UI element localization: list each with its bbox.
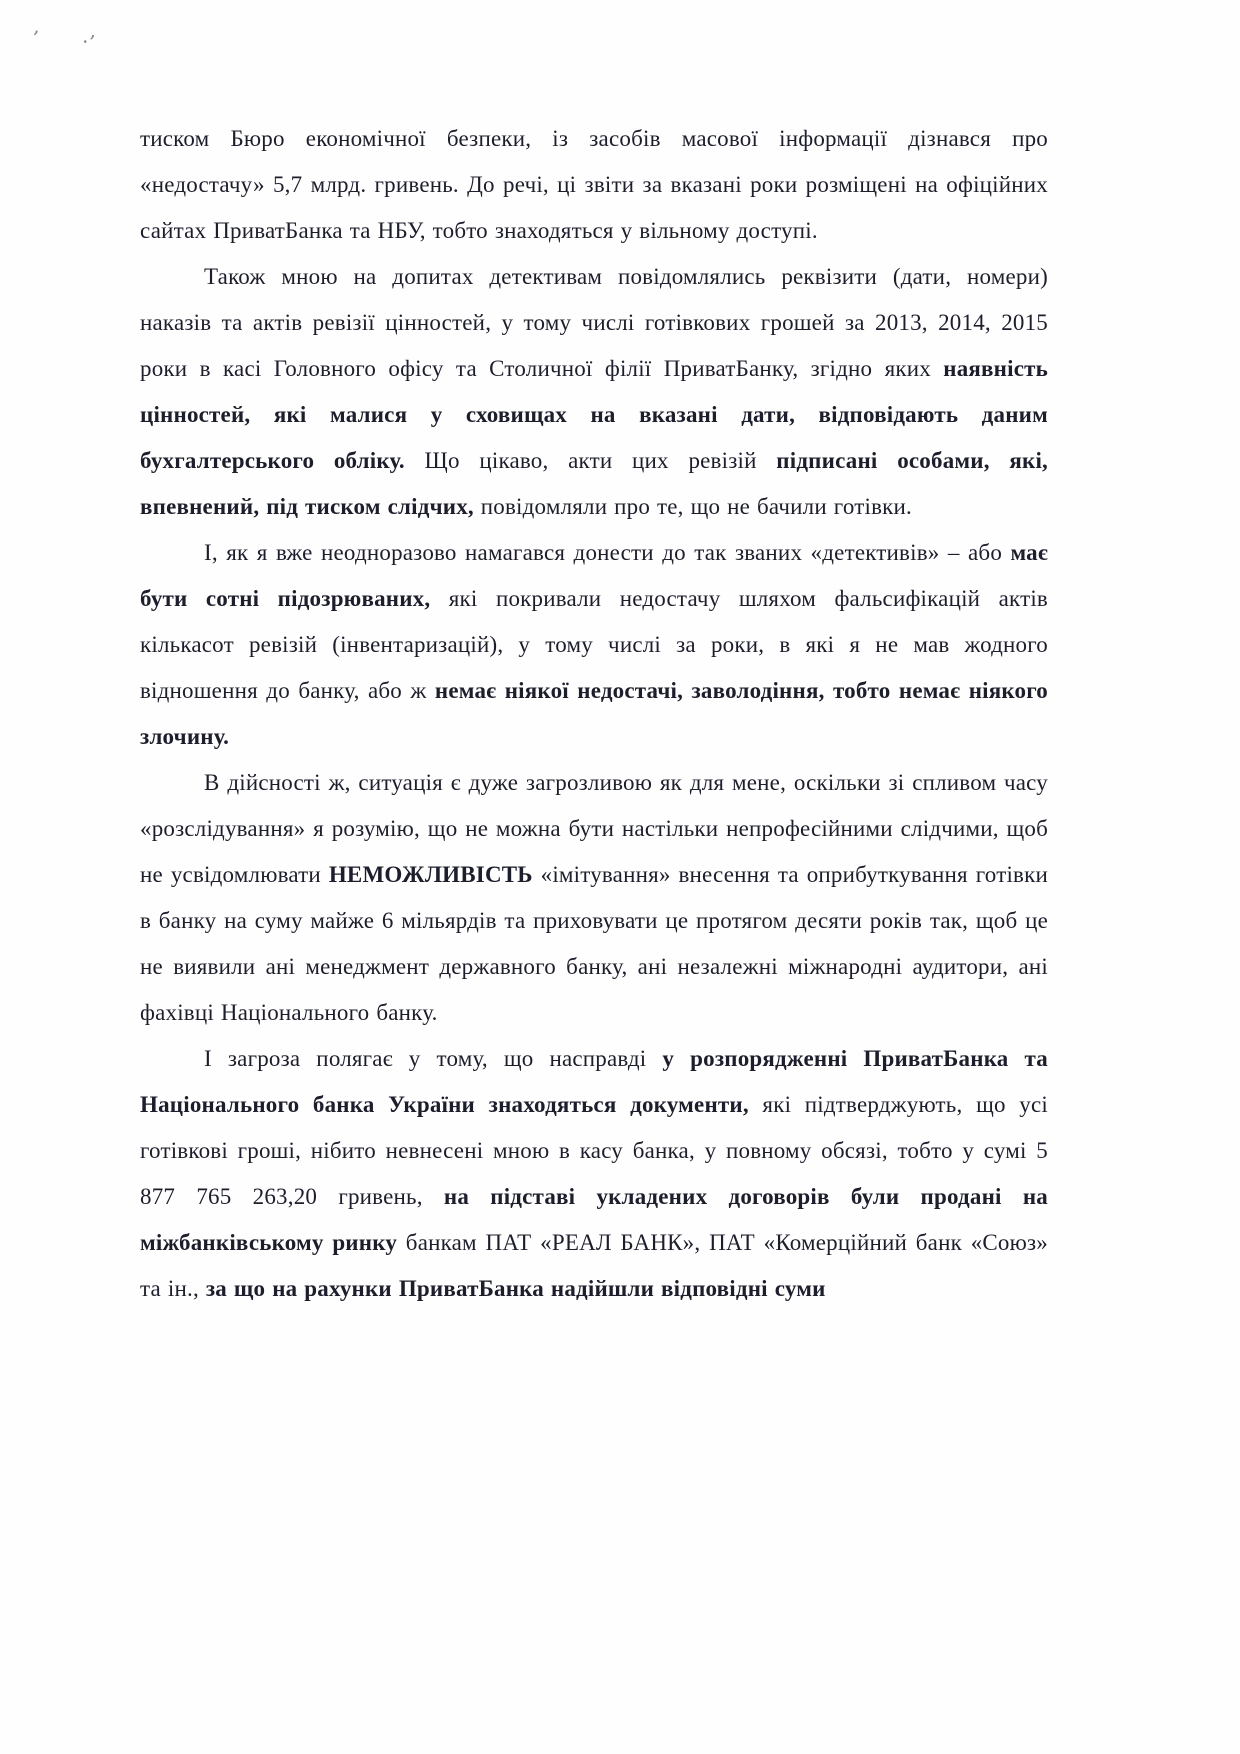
- text-run: І загроза полягає у тому, що насправді: [204, 1046, 663, 1071]
- text-run-bold: підписані особами, які, впевнений, під тиском слідчих,: [140, 448, 1049, 519]
- text-run-bold: у розпорядженні ПриватБанка та Національного банка України знаходяться документи,: [140, 1046, 1048, 1117]
- text-run-bold: на підставі укладених договорів були продані на міжбанківському ринку: [140, 1184, 1048, 1255]
- text-run-bold: за що на рахунки ПриватБанка надійшли відповідні суми: [205, 1276, 826, 1301]
- text-run: Що цікаво, акти цих ревізій: [404, 448, 777, 473]
- pen-mark: ·’: [80, 29, 97, 55]
- paragraph: [140, 760, 1048, 1036]
- pen-mark: ’: [30, 25, 40, 51]
- paragraph: [140, 116, 1048, 254]
- paragraph: [140, 254, 1048, 530]
- text-run-bold: має бути сотні підозрюваних,: [140, 540, 1048, 611]
- text-run: повідомляли про те, що не бачили готівки.: [473, 494, 913, 519]
- text-run-bold: НЕМОЖЛИВІСТЬ: [328, 862, 533, 887]
- text-run: «імітування» внесення та оприбуткування готівки в банку на суму майже 6 мільярдів та приховувати це протягом десяти років так, щоб це не виявили ані менеджмент державного банку, ані незалежні міжнародні аудитори, ані фахівці Національного банку.: [140, 862, 1048, 1025]
- text-run: В дійсності ж, ситуація є дуже загрозливою як для мене, оскільки зі спливом часу «розслідування» я розумію, що не можна бути настільки непрофесійними слідчими, щоб не усвідомлювати: [140, 770, 1048, 887]
- text-run: банкам ПАТ «РЕАЛ БАНК», ПАТ «Комерційний банк «Союз» та ін.,: [140, 1230, 1049, 1301]
- text-run: Також мною на допитах детективам повідомлялись реквізити (дати, номери) наказів та актів ревізії цінностей, у тому числі готівкових грошей за 2013, 2014, 2015 роки в касі Головного офісу та Столичної філії ПриватБанку, згідно яких: [140, 264, 1048, 381]
- text-run: які покривали недостачу шляхом фальсифікацій актів кількасот ревізій (інвентаризацій), у тому числі за роки, в які я не мав жодного відношення до банку, або ж: [140, 586, 1048, 703]
- text-run: які підтверджують, що усі готівкові гроші, нібито невнесені мною в касу банка, у повному обсязі, тобто у сумі 5 877 765 263,20 гривень,: [140, 1092, 1048, 1209]
- text-run-bold: наявність цінностей, які малися у сховищах на вказані дати, відповідають даним бухгалтерського обліку.: [140, 356, 1048, 473]
- document-body: [140, 116, 1048, 1312]
- text-run: І, як я вже неодноразово намагався донести до так званих «детективів» – або: [204, 540, 1011, 565]
- paragraph: [140, 530, 1048, 760]
- paragraph: [140, 1036, 1048, 1312]
- text-run-bold: немає ніякої недостачі, заволодіння, тобто немає ніякого злочину.: [140, 678, 1048, 749]
- text-run: тиском Бюро економічної безпеки, із засобів масової інформації дізнався про «недостачу» 5,7 млрд. гривень. До речі, ці звіти за вказані роки розміщені на офіційних сайтах ПриватБанка та НБУ, тобто знаходяться у вільному доступі.: [140, 126, 1048, 243]
